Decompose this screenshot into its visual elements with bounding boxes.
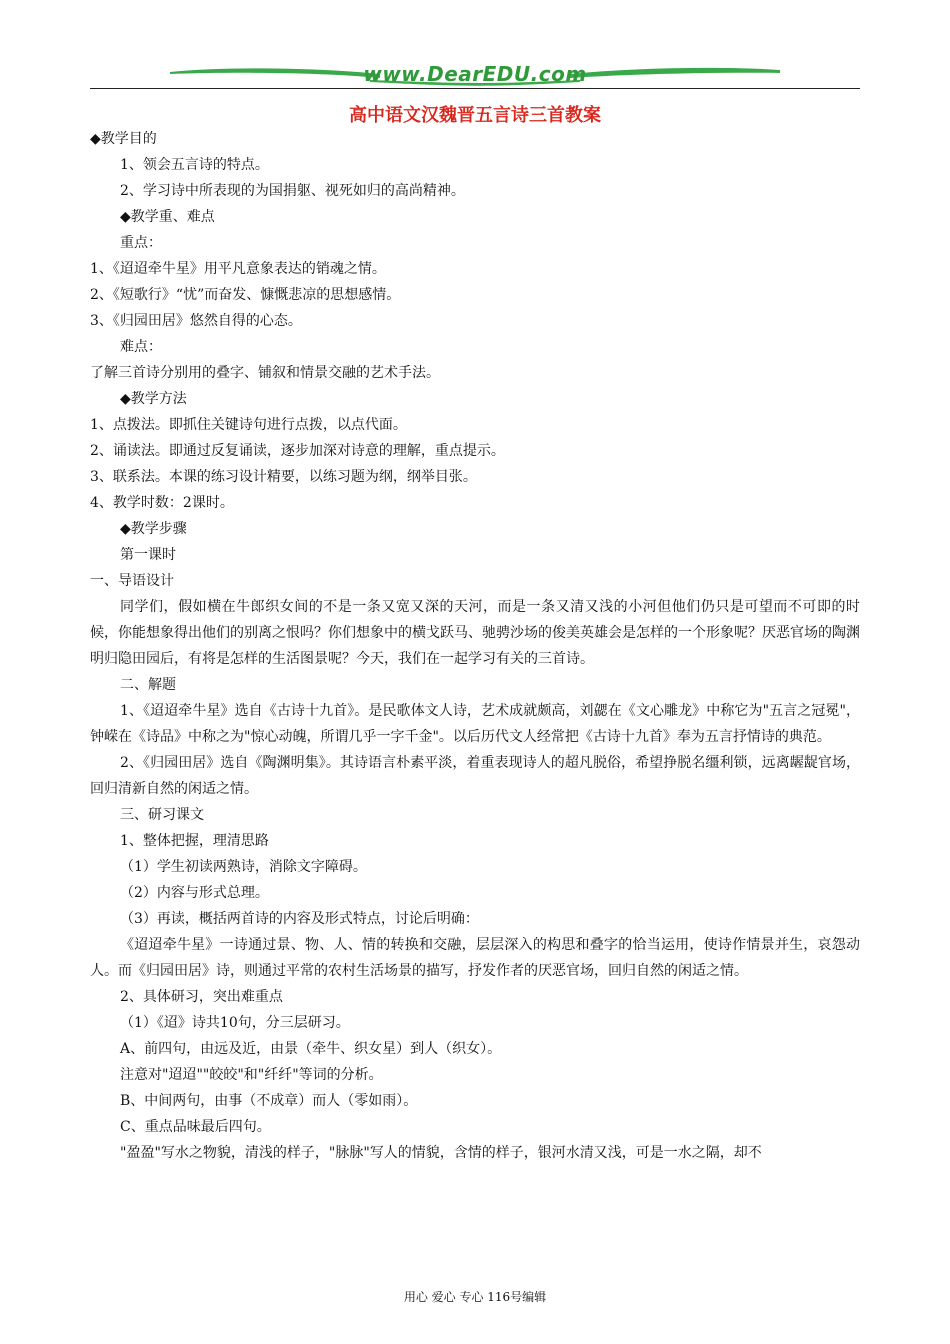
paragraph-jieti-1: 1、《迢迢牵牛星》选自《古诗十九首》。是民歌体文人诗，艺术成就颇高，刘勰在《文心雕龙》中称它为"五言之冠冕"，钟嵘在《诗品》中称之为"惊心动魄，所谓几乎一字千金"。以后历代文人经常把《古诗十九首》奉为五言抒情诗的典范。: [90, 703, 860, 745]
page-footer: 用心 爱心 专心 116号编辑: [403, 1290, 547, 1304]
text-line: （3）再读，概括两首诗的内容及形式特点，讨论后明确：: [120, 911, 479, 927]
text-line: 1、点拨法。即抓住关键诗句进行点拨，以点代面。: [90, 417, 407, 433]
text-line: 2、具体研习，突出难重点: [120, 989, 283, 1005]
text-line: 第一课时: [120, 547, 176, 563]
site-header: [90, 60, 860, 90]
text-line: 1、整体把握，理清思路: [120, 833, 269, 849]
document-body: [90, 126, 860, 1166]
text-line: （1）学生初读两熟诗，消除文字障碍。: [120, 859, 367, 875]
paragraph-last: "盈盈"写水之物貌，清浅的样子，"脉脉"写人的情貌，含情的样子，银河水清又浅，可是一水之隔，却不: [120, 1145, 762, 1161]
text-line: B、中间两句，由事（不成章）而人（零如雨）。: [120, 1093, 418, 1109]
text-line: 4、教学时数：2课时。: [90, 495, 234, 511]
text-line: 3、《归园田居》悠然自得的心态。: [90, 313, 302, 329]
section-heading: 一、导语设计: [90, 573, 174, 589]
section-heading: ◆教学步骤: [120, 521, 187, 537]
page-title: 高中语文汉魏晋五言诗三首教案: [349, 105, 601, 126]
section-heading: 二、解题: [120, 677, 176, 693]
text-line: 1、领会五言诗的特点。: [120, 157, 269, 173]
text-line: 重点：: [120, 235, 162, 251]
section-heading: 三、研习课文: [120, 807, 204, 823]
paragraph-intro: 同学们，假如横在牛郎织女间的不是一条又宽又深的天河，而是一条又清又浅的小河但他们仍只是可望而不可即的时候，你能想象得出他们的别离之恨吗？你们想象中的横戈跃马、驰骋沙场的俊美英雄会是怎样的一个形象呢？厌恶官场的陶渊明归隐田园后，有将是怎样的生活图景呢？今天，我们在一起学习有关的三首诗。: [90, 599, 860, 667]
text-line: 注意对"迢迢""皎皎"和"纤纤"等词的分析。: [120, 1067, 383, 1083]
text-line: 2、《短歌行》“忧”而奋发、慷慨悲凉的思想感情。: [90, 287, 401, 303]
site-logo-text: www.DearEDU.com: [363, 62, 587, 86]
text-line: 1、《迢迢牵牛星》用平凡意象表达的销魂之情。: [90, 261, 386, 277]
text-line: （2）内容与形式总理。: [120, 885, 269, 901]
text-line: C、重点品味最后四句。: [120, 1119, 271, 1135]
text-line: 难点：: [120, 339, 162, 355]
text-line: 2、诵读法。即通过反复诵读，逐步加深对诗意的理解，重点提示。: [90, 443, 505, 459]
section-heading: ◆教学目的: [90, 131, 157, 147]
section-heading: ◆教学重、难点: [120, 209, 215, 225]
section-heading: ◆教学方法: [120, 391, 187, 407]
text-line: （1）《迢》诗共10句，分三层研习。: [120, 1015, 350, 1031]
paragraph-jieti-2: 2、《归园田居》选自《陶渊明集》。其诗语言朴素平淡，着重表现诗人的超凡脱俗，希望挣脱名缰利锁，远离龌龊官场，回归清新自然的闲适之情。: [90, 755, 860, 797]
text-line: 了解三首诗分别用的叠字、铺叙和情景交融的艺术手法。: [90, 365, 440, 381]
paragraph-summary: 《迢迢牵牛星》一诗通过景、物、人、情的转换和交融，层层深入的构思和叠字的恰当运用，使诗作情景并生，哀怨动人。而《归园田居》诗，则通过平常的农村生活场景的描写，抒发作者的厌恶官场，回归自然的闲适之情。: [90, 937, 860, 979]
header-divider: [90, 88, 860, 89]
text-line: 2、学习诗中所表现的为国捐躯、视死如归的高尚精神。: [120, 183, 465, 199]
text-line: 3、联系法。本课的练习设计精要，以练习题为纲，纲举目张。: [90, 469, 477, 485]
text-line: A、前四句，由远及近，由景（牵牛、织女星）到人（织女）。: [120, 1041, 502, 1057]
